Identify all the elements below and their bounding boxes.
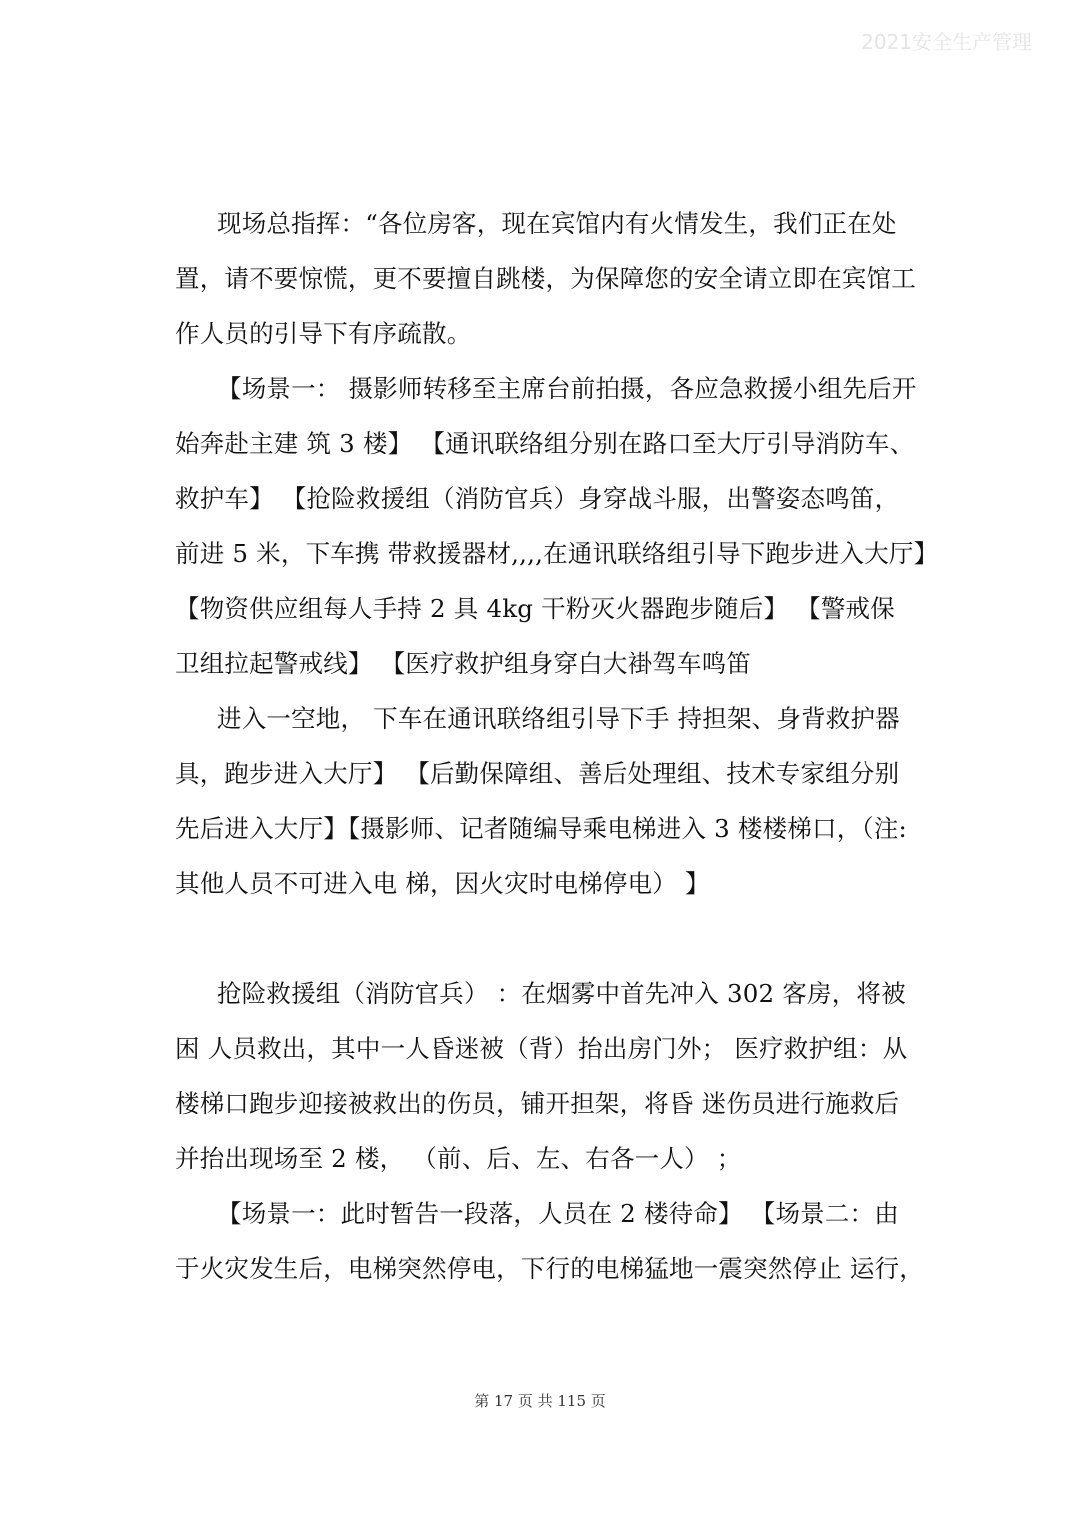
text-line: 卫组拉起警戒线】 【医疗救护组身穿白大褂驾车鸣笛 bbox=[175, 649, 752, 678]
text-line: 前进 5 米，下车携 带救援器材,,,,在通讯联络组引导下跑步进入大厅】 bbox=[175, 539, 939, 568]
watermark: 2021安全生产管理 bbox=[861, 30, 1032, 54]
text-line: 【场景一：此时暂告一段落，人员在 2 楼待命】 【场景二：由 bbox=[217, 1199, 899, 1228]
text-line: 具，跑步进入大厅】 【后勤保障组、善后处理组、技术专家组分别 bbox=[175, 759, 900, 788]
paragraph bbox=[175, 966, 910, 1186]
document-body bbox=[175, 196, 939, 1296]
text-line: 作人员的引导下有序疏散。 bbox=[175, 319, 472, 348]
text-line: 楼梯口跑步迎接被救出的伤员，铺开担架，将昏 迷伤员进行施救后 bbox=[175, 1089, 900, 1118]
text-line: 于火灾发生后，电梯突然停电，下行的电梯猛地一震突然停止 运行， bbox=[175, 1254, 924, 1283]
paragraph bbox=[175, 196, 916, 361]
paragraph bbox=[175, 1186, 924, 1296]
text-line: 其他人员不可进入电 梯，因火灾时电梯停电） 】 bbox=[175, 869, 710, 898]
text-line: 先后进入大厅】【摄影师、记者随编导乘电梯进入 3 楼楼梯口，（注: bbox=[175, 814, 908, 843]
text-line: 救护车】 【抢险救援组（消防官兵）身穿战斗服，出警姿态鸣笛， bbox=[175, 484, 900, 513]
paragraph bbox=[175, 361, 939, 691]
text-line: 置，请不要惊慌，更不要擅自跳楼，为保障您的安全请立即在宾馆工 bbox=[175, 264, 916, 293]
text-line: 进入一空地， 下车在通讯联络组引导下手 持担架、身背救护器 bbox=[217, 704, 900, 733]
page-number-footer: 第 17 页 共 115 页 bbox=[474, 1392, 606, 1410]
text-line: 【物资供应组每人手持 2 具 4kg 干粉灭火器跑步随后】 【警戒保 bbox=[175, 594, 895, 623]
text-line: 现场总指挥：“各位房客，现在宾馆内有火情发生，我们正在处 bbox=[217, 209, 897, 238]
paragraph-spacer bbox=[175, 911, 910, 966]
text-line: 抢险救援组（消防官兵） ：在烟雾中首先冲入 302 客房，将被 bbox=[217, 979, 906, 1008]
text-line: 始奔赴主建 筑 3 楼】 【通讯联络组分别在路口至大厅引导消防车、 bbox=[175, 429, 915, 458]
text-line: 困 人员救出，其中一人昏迷被（背）抬出房门外； 医疗救护组：从 bbox=[175, 1034, 908, 1063]
paragraph bbox=[175, 691, 910, 911]
text-line: 【场景一： 摄影师转移至主席台前拍摄，各应急救援小组先后开 bbox=[217, 374, 917, 403]
text-line: 并抬出现场至 2 楼， （前、后、左、右各一人） ； bbox=[175, 1144, 742, 1173]
